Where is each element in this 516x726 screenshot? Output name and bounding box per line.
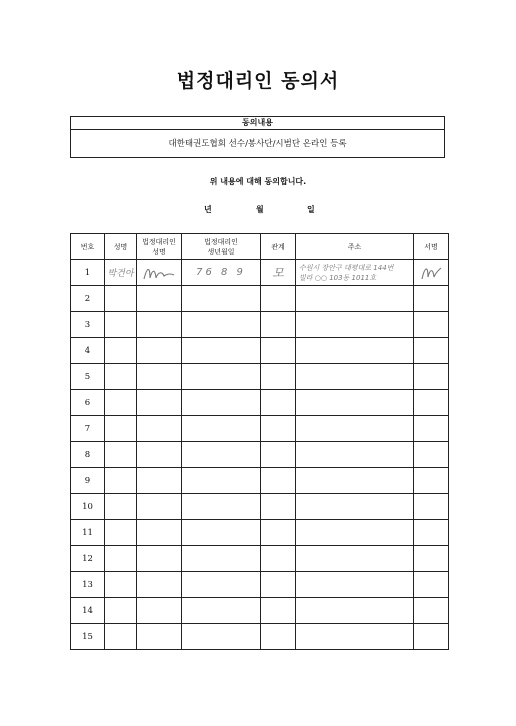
row-guardian-birth-cell[interactable]	[182, 546, 261, 572]
row-no: 14	[71, 598, 105, 624]
header-guardian-birth-line2: 생년월일	[207, 247, 235, 256]
row-no: 11	[71, 520, 105, 546]
row-name-cell[interactable]	[105, 624, 137, 650]
row-guardian-birth-cell[interactable]	[182, 364, 261, 390]
header-relation: 관계	[261, 234, 296, 260]
row-guardian-name-cell[interactable]	[137, 338, 182, 364]
row-guardian-name-cell[interactable]	[137, 260, 182, 286]
row-address-cell[interactable]	[296, 494, 414, 520]
handwritten-birth: 76 8 9	[196, 267, 246, 278]
row-guardian-name-cell[interactable]	[137, 546, 182, 572]
row-signature-cell[interactable]	[414, 468, 449, 494]
row-address-cell[interactable]	[296, 468, 414, 494]
row-no: 6	[71, 390, 105, 416]
row-relation-cell[interactable]	[261, 468, 296, 494]
consent-header: 동의내용	[71, 117, 444, 130]
row-relation-cell[interactable]	[261, 286, 296, 312]
row-name-cell[interactable]	[105, 312, 137, 338]
row-relation-cell[interactable]	[261, 416, 296, 442]
header-guardian-name	[137, 234, 182, 260]
row-address-cell[interactable]	[296, 416, 414, 442]
row-relation-cell[interactable]	[261, 312, 296, 338]
row-guardian-name-cell[interactable]	[137, 494, 182, 520]
row-no: 1	[71, 260, 105, 286]
table-row	[71, 624, 449, 650]
header-guardian-name-line2: 성명	[152, 247, 166, 256]
row-signature-cell[interactable]	[414, 260, 449, 286]
row-guardian-name-cell[interactable]	[137, 468, 182, 494]
row-guardian-birth-cell[interactable]	[182, 260, 261, 286]
header-name: 성명	[105, 234, 137, 260]
row-guardian-name-cell[interactable]	[137, 520, 182, 546]
consent-box	[70, 116, 445, 158]
row-guardian-name-cell[interactable]	[137, 286, 182, 312]
row-relation-cell[interactable]	[261, 260, 296, 286]
row-relation-cell[interactable]	[261, 494, 296, 520]
handwritten-address-line2: 빌라 ○○ 103동 1011호	[299, 273, 377, 282]
row-no: 10	[71, 494, 105, 520]
row-no: 3	[71, 312, 105, 338]
table-header-row	[71, 234, 449, 260]
row-address-cell[interactable]	[296, 390, 414, 416]
row-guardian-birth-cell[interactable]	[182, 338, 261, 364]
row-signature-cell[interactable]	[414, 494, 449, 520]
row-no: 8	[71, 442, 105, 468]
table-row	[71, 260, 449, 286]
row-signature-cell[interactable]	[414, 442, 449, 468]
row-no: 7	[71, 416, 105, 442]
row-no: 4	[71, 338, 105, 364]
header-no: 번호	[71, 234, 105, 260]
row-address-cell[interactable]	[296, 364, 414, 390]
row-signature-cell[interactable]	[414, 390, 449, 416]
row-guardian-name-cell[interactable]	[137, 416, 182, 442]
table-row	[71, 572, 449, 598]
row-guardian-name-cell[interactable]	[137, 364, 182, 390]
table-row	[71, 312, 449, 338]
row-name-cell[interactable]	[105, 390, 137, 416]
row-no: 12	[71, 546, 105, 572]
table-row	[71, 494, 449, 520]
row-signature-cell[interactable]	[414, 338, 449, 364]
row-signature-cell[interactable]	[414, 572, 449, 598]
date-month-label: 월	[256, 205, 264, 214]
header-address: 주소	[296, 234, 414, 260]
row-no: 15	[71, 624, 105, 650]
page-title: 법정대리인 동의서	[176, 70, 340, 92]
row-address-cell[interactable]	[296, 572, 414, 598]
table-row	[71, 520, 449, 546]
row-guardian-name-cell[interactable]	[137, 624, 182, 650]
row-address-cell[interactable]	[296, 546, 414, 572]
table-row	[71, 468, 449, 494]
row-guardian-birth-cell[interactable]	[182, 312, 261, 338]
row-relation-cell[interactable]	[261, 572, 296, 598]
row-guardian-birth-cell[interactable]	[182, 390, 261, 416]
row-no: 5	[71, 364, 105, 390]
table-row	[71, 364, 449, 390]
guardian-signature-icon	[142, 264, 176, 282]
row-name-cell[interactable]	[105, 546, 137, 572]
row-relation-cell[interactable]	[261, 390, 296, 416]
row-name-cell[interactable]	[105, 520, 137, 546]
row-relation-cell[interactable]	[261, 624, 296, 650]
row-name-cell[interactable]	[105, 416, 137, 442]
row-signature-cell[interactable]	[414, 546, 449, 572]
row-name-cell[interactable]	[105, 468, 137, 494]
row-signature-cell[interactable]	[414, 520, 449, 546]
row-guardian-birth-cell[interactable]	[182, 598, 261, 624]
row-guardian-birth-cell[interactable]	[182, 468, 261, 494]
row-guardian-birth-cell[interactable]	[182, 494, 261, 520]
table-row	[71, 416, 449, 442]
row-name-cell[interactable]	[105, 260, 137, 286]
table-row	[71, 338, 449, 364]
row-signature-cell[interactable]	[414, 598, 449, 624]
row-signature-cell[interactable]	[414, 312, 449, 338]
row-address-cell[interactable]	[296, 442, 414, 468]
row-guardian-name-cell[interactable]	[137, 572, 182, 598]
row-name-cell[interactable]	[105, 364, 137, 390]
guardian-table	[70, 233, 449, 650]
header-guardian-birth	[182, 234, 261, 260]
row-address-cell[interactable]	[296, 260, 414, 286]
row-guardian-name-cell[interactable]	[137, 312, 182, 338]
agree-statement: 위 내용에 대해 동의합니다.	[209, 177, 307, 186]
row-name-cell[interactable]	[105, 494, 137, 520]
row-address-cell[interactable]	[296, 520, 414, 546]
row-address-cell[interactable]	[296, 286, 414, 312]
consent-body: 대한태권도협회 선수/봉사단/시범단 온라인 등록	[168, 139, 347, 149]
header-guardian-birth-line1: 법정대리인	[204, 237, 238, 246]
row-relation-cell[interactable]	[261, 546, 296, 572]
row-name-cell[interactable]	[105, 286, 137, 312]
row-address-cell[interactable]	[296, 338, 414, 364]
row-address-cell[interactable]	[296, 624, 414, 650]
row-guardian-name-cell[interactable]	[137, 442, 182, 468]
row-guardian-name-cell[interactable]	[137, 390, 182, 416]
signature-icon	[419, 264, 443, 282]
row-name-cell[interactable]	[105, 572, 137, 598]
handwritten-address-line1: 수원시 장안구 대평대로 144번	[299, 263, 394, 272]
row-relation-cell[interactable]	[261, 338, 296, 364]
row-relation-cell[interactable]	[261, 598, 296, 624]
row-guardian-birth-cell[interactable]	[182, 442, 261, 468]
header-signature: 서명	[414, 234, 449, 260]
row-guardian-birth-cell[interactable]	[182, 416, 261, 442]
table-row	[71, 390, 449, 416]
date-year-label: 년	[204, 205, 212, 214]
row-guardian-birth-cell[interactable]	[182, 572, 261, 598]
row-no: 2	[71, 286, 105, 312]
row-guardian-name-cell[interactable]	[137, 598, 182, 624]
row-guardian-birth-cell[interactable]	[182, 286, 261, 312]
table-row	[71, 286, 449, 312]
row-relation-cell[interactable]	[261, 520, 296, 546]
handwritten-relation: 모	[272, 266, 284, 280]
table-row	[71, 546, 449, 572]
row-relation-cell[interactable]	[261, 442, 296, 468]
row-signature-cell[interactable]	[414, 624, 449, 650]
row-signature-cell[interactable]	[414, 364, 449, 390]
table-row	[71, 442, 449, 468]
row-address-cell[interactable]	[296, 598, 414, 624]
row-guardian-birth-cell[interactable]	[182, 520, 261, 546]
row-signature-cell[interactable]	[414, 416, 449, 442]
date-day-label: 일	[307, 205, 315, 214]
row-no: 13	[71, 572, 105, 598]
row-name-cell[interactable]	[105, 338, 137, 364]
row-signature-cell[interactable]	[414, 286, 449, 312]
row-name-cell[interactable]	[105, 598, 137, 624]
row-relation-cell[interactable]	[261, 364, 296, 390]
table-row	[71, 598, 449, 624]
row-no: 9	[71, 468, 105, 494]
row-name-cell[interactable]	[105, 442, 137, 468]
header-guardian-name-line1: 법정대리인	[142, 237, 176, 246]
handwritten-name: 박건아	[107, 269, 134, 279]
row-guardian-birth-cell[interactable]	[182, 624, 261, 650]
row-address-cell[interactable]	[296, 312, 414, 338]
